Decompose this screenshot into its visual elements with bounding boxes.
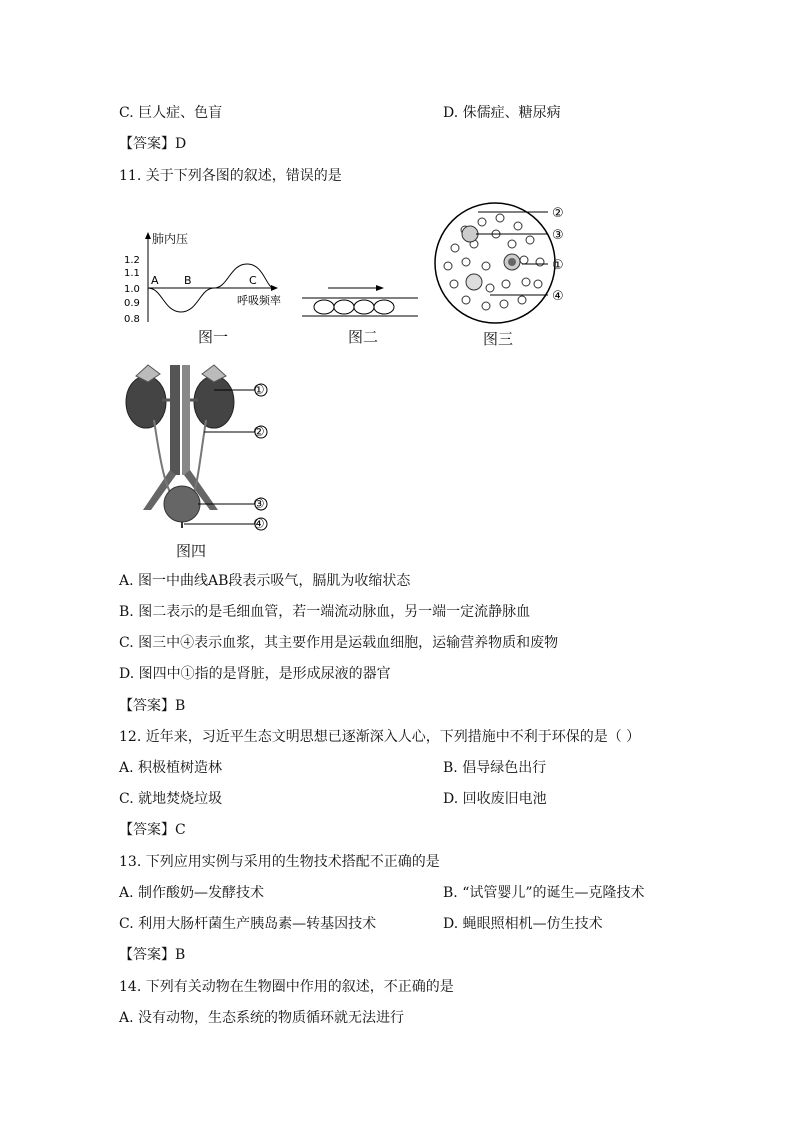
q11-stem: 11. 关于下列各图的叙述，错误的是	[119, 168, 342, 184]
q14-stem: 14. 下列有关动物在生物圈中作用的叙述，不正确的是	[119, 979, 454, 995]
fig1-point-b: B	[184, 274, 192, 287]
fig4-label-1: ①	[253, 383, 265, 398]
fig1-point-a: A	[151, 274, 159, 287]
q13-stem: 13. 下列应用实例与采用的生物技术搭配不正确的是	[119, 854, 440, 870]
q13-option-d: D. 蝇眼照相机—仿生技术	[443, 916, 603, 932]
figure-3-blood-smear	[430, 200, 580, 330]
q12-option-c: C. 就地焚烧垃圾	[119, 791, 223, 807]
fig3-caption: 图三	[483, 330, 514, 348]
fig1-ytick-5: 0.8	[124, 314, 140, 325]
fig1-ytick-3: 1.0	[124, 284, 140, 295]
q11-option-b: B. 图二表示的是毛细血管，若一端流动脉血，另一端一定流静脉血	[119, 604, 531, 620]
fig1-ylabel: 肺内压	[152, 232, 189, 246]
fig2-caption: 图二	[348, 328, 379, 346]
fig1-point-c: C	[249, 274, 257, 287]
fig3-label-2: ②	[552, 206, 564, 221]
fig1-xlabel: 呼吸频率	[237, 294, 281, 307]
fig1-ytick-2: 1.1	[124, 268, 140, 279]
fig3-label-3: ③	[552, 228, 564, 243]
fig4-label-3: ③	[253, 497, 265, 512]
q12-answer: 【答案】C	[119, 822, 186, 838]
q13-option-b: B. “试管婴儿”的诞生—克隆技术	[443, 885, 645, 901]
q12-option-b: B. 倡导绿色出行	[443, 760, 547, 776]
fig4-caption: 图四	[176, 542, 207, 560]
fig4-label-4: ④	[253, 517, 265, 532]
figure-2-capillary	[300, 280, 420, 320]
figure-1-graph	[124, 230, 294, 330]
q13-option-c: C. 利用大肠杆菌生产胰岛素—转基因技术	[119, 916, 377, 932]
fig3-label-1: ①	[552, 258, 564, 273]
q10-answer: 【答案】D	[119, 136, 187, 152]
fig1-ytick-4: 0.9	[124, 298, 140, 309]
fig3-label-4: ④	[552, 289, 564, 304]
q13-option-a: A. 制作酸奶—发酵技术	[119, 885, 265, 901]
q10-option-c: C. 巨人症、色盲	[119, 105, 223, 121]
q12-option-a: A. 积极植树造林	[119, 760, 223, 776]
fig4-label-2: ②	[253, 425, 265, 440]
q12-stem: 12. 近年来，习近平生态文明思想已逐渐深入人心，下列措施中不利于环保的是（ ）	[119, 729, 641, 745]
q14-option-a: A. 没有动物，生态系统的物质循环就无法进行	[119, 1010, 405, 1026]
q10-option-d: D. 侏儒症、糖尿病	[443, 105, 561, 121]
q11-option-d: D. 图四中①指的是肾脏，是形成尿液的器官	[119, 666, 391, 682]
q12-option-d: D. 回收废旧电池	[443, 791, 547, 807]
q11-option-a: A. 图一中曲线AB段表示吸气，膈肌为收缩状态	[119, 573, 411, 589]
q11-option-c: C. 图三中④表示血浆，其主要作用是运载血细胞，运输营养物质和废物	[119, 635, 559, 651]
q13-answer: 【答案】B	[119, 947, 186, 963]
q11-answer: 【答案】B	[119, 698, 186, 714]
fig1-ytick-1: 1.2	[124, 255, 140, 266]
fig1-caption: 图一	[198, 328, 229, 346]
